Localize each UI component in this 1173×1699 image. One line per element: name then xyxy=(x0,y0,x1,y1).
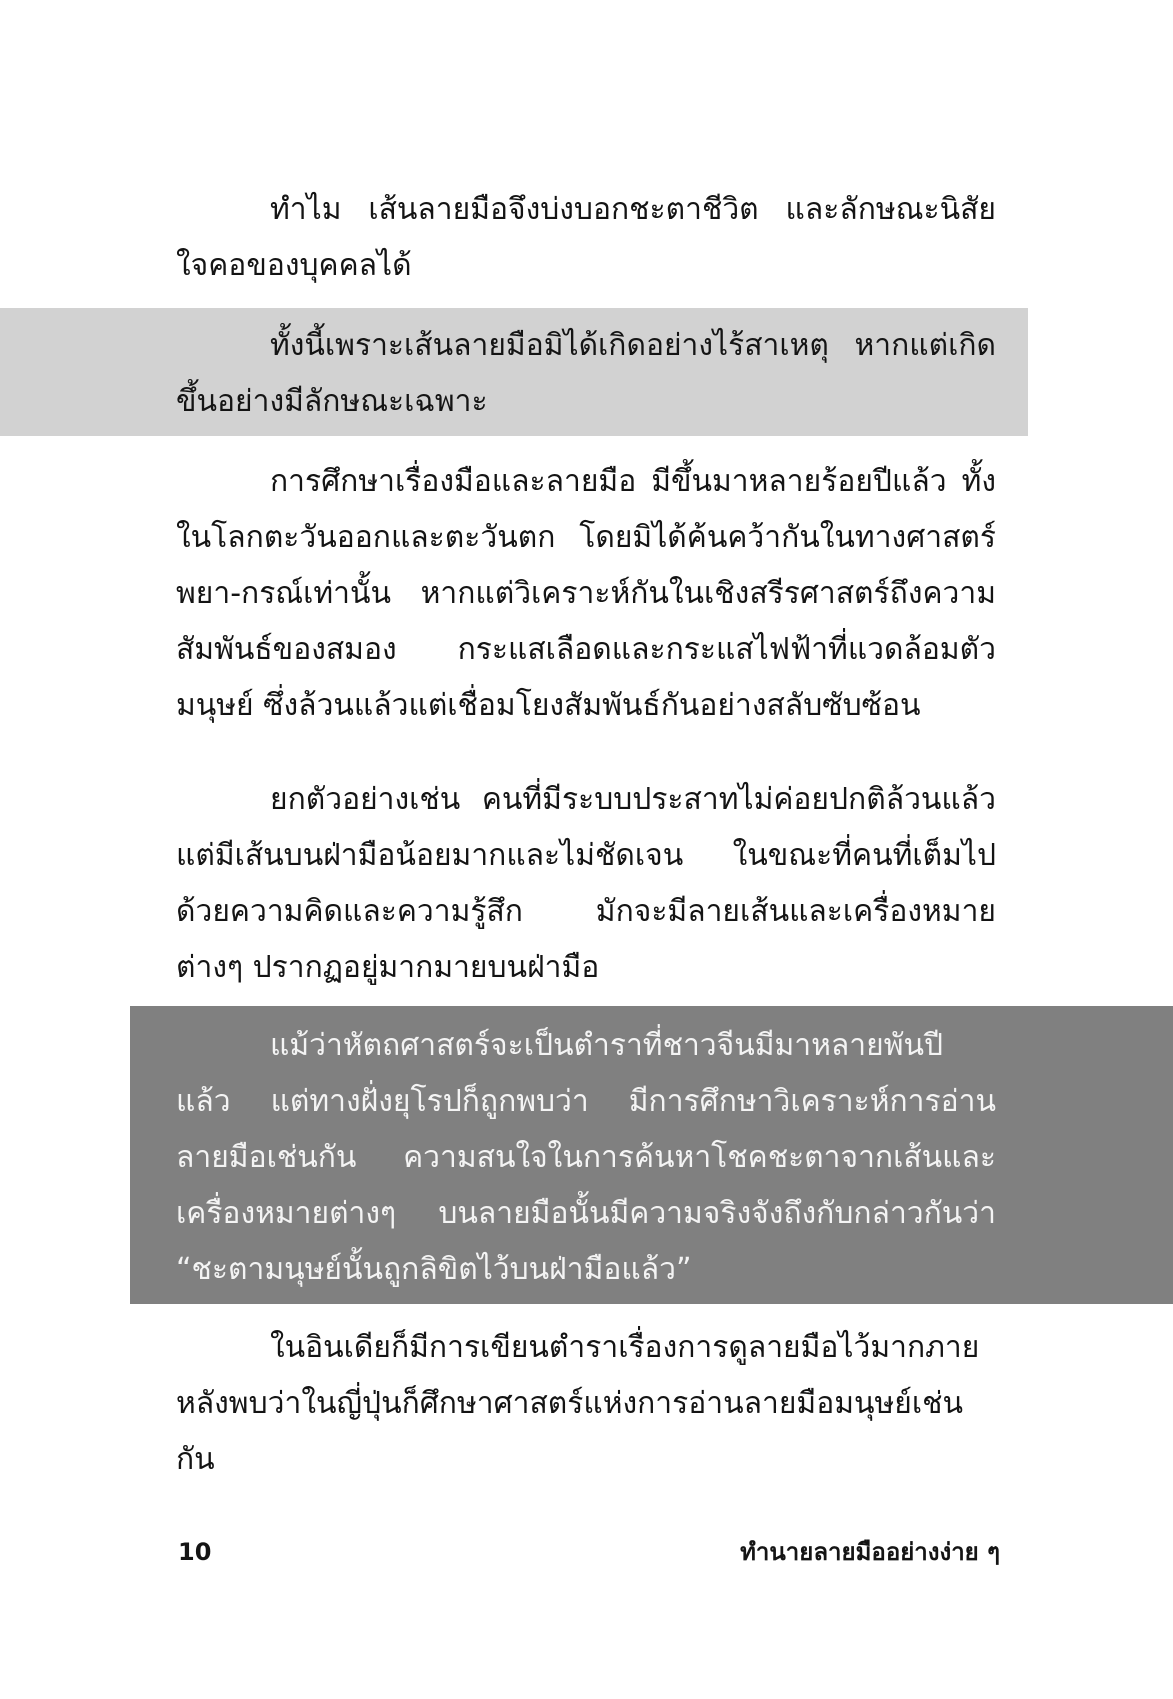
page-number: 10 xyxy=(178,1538,212,1566)
running-book-title: ทำนายลายมืออย่างง่าย ๆ xyxy=(740,1538,1000,1566)
paragraph-not-random: ทั้งนี้เพราะเส้นลายมือมิได้เกิดอย่างไร้สาเหตุ หากแต่เกิดขึ้นอย่างมีลักษณะเฉพาะ xyxy=(176,328,996,419)
paragraph-study-history: การศึกษาเรื่องมือและลายมือ มีขึ้นมาหลายร้อยปีแล้ว ทั้งในโลกตะวันออกและตะวันตก โดยมิได้ค้นคว้ากันในทางศาสตร์พยา-กรณ์เท่านั้น หากแต่วิเคราะห์กันในเชิงสรีรศาสตร์ถึงความสัมพันธ์ของสมอง กระแสเลือดและกระแสไฟฟ้าที่แวดล้อมตัวมนุษย์ ซึ่งล้วนแล้วแต่เชื่อมโยงสัมพันธ์กันอย่างสลับซับซ้อน xyxy=(176,464,996,723)
paragraph-india-japan: ในอินเดียก็มีการเขียนตำราเรื่องการดูลายมือไว้มากภายหลังพบว่าในญี่ปุ่นก็ศึกษาศาสตร์แห่งการอ่านลายมือมนุษย์เช่นกัน xyxy=(176,1330,980,1477)
paragraph-china-europe: แม้ว่าหัตถศาสตร์จะเป็นตำราที่ชาวจีนมีมาหลายพันปีแล้ว แต่ทางฝั่งยุโรปก็ถูกพบว่า มีการศึกษาวิเคราะห์การอ่านลายมือเช่นกัน ความสนใจในการค้นหาโชคชะตาจากเส้นและเครื่องหมายต่างๆ บนลายมือนั้นมีความจริงจังถึงกับกล่าวกันว่า “ชะตามนุษย์นั้นถูกลิขิตไว้บนฝ่ามือแล้ว” xyxy=(176,1028,996,1287)
paragraph-why-palm-lines: ทำไม เส้นลายมือจึงบ่งบอกชะตาชีวิต และลักษณะนิสัยใจคอของบุคคลได้ xyxy=(176,192,996,283)
paragraph-example: ยกตัวอย่างเช่น คนที่มีระบบประสาทไม่ค่อยปกติล้วนแล้วแต่มีเส้นบนฝ่ามือน้อยมากและไม่ชัดเจน ในขณะที่คนที่เต็มไปด้วยความคิดและความรู้สึก มักจะมีลายเส้นและเครื่องหมายต่างๆ ปรากฏอยู่มากมายบนฝ่ามือ xyxy=(176,782,996,985)
